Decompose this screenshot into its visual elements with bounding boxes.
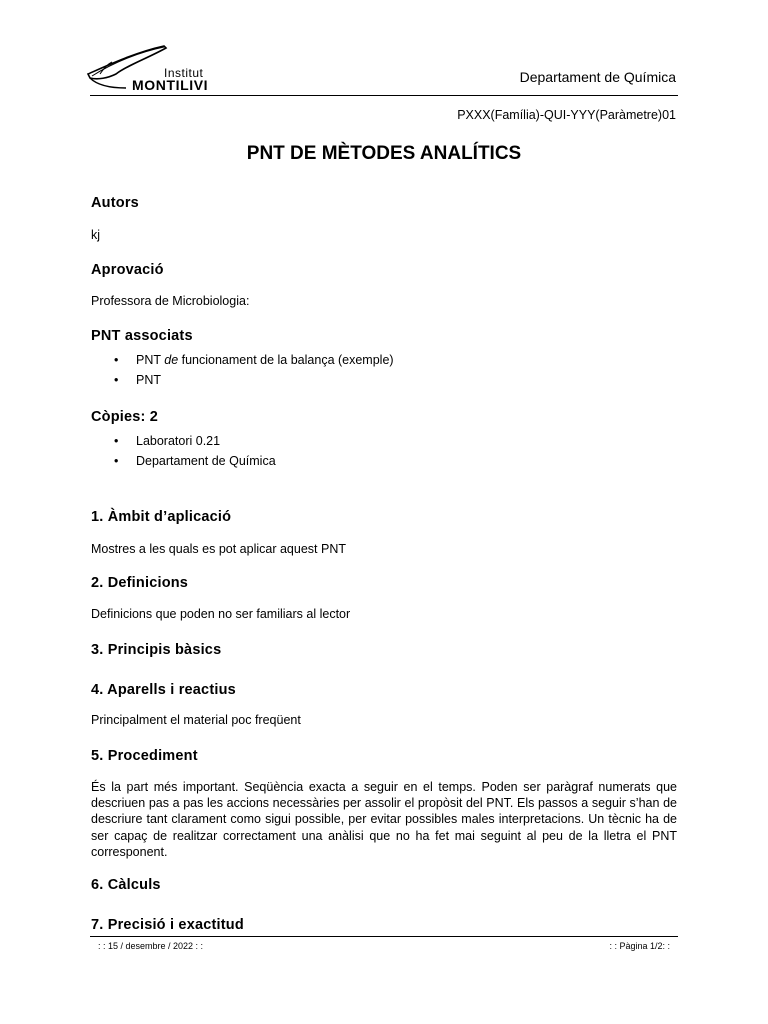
- list-item: [91, 431, 276, 451]
- document-code: PXXX(Família)-QUI-YYY(Paràmetre)01: [457, 108, 676, 122]
- bullet-icon: •: [114, 454, 119, 468]
- bullet-icon: •: [114, 353, 119, 367]
- department-label: Departament de Química: [519, 69, 676, 85]
- pnt-associats-heading: PNT associats: [91, 328, 193, 344]
- section-1-text: Mostres a les quals es pot aplicar aquest PNT: [91, 542, 346, 556]
- footer-date: : : 15 / desembre / 2022 : :: [98, 941, 204, 951]
- footer-page-number: : : Pàgina 1/2: :: [609, 941, 670, 951]
- list-item-text: Laboratori 0.21: [136, 434, 221, 448]
- pnt-associats-list: [91, 350, 394, 390]
- logo-institut-text: Institut: [164, 66, 204, 80]
- section-2-text: Definicions que poden no ser familiars al lector: [91, 607, 351, 621]
- section-5-heading: 5. Procediment: [91, 748, 198, 764]
- institut-logo: [86, 44, 226, 98]
- list-item: [91, 350, 394, 370]
- section-2-heading: 2. Definicions: [91, 575, 189, 591]
- list-item: [91, 370, 394, 390]
- list-item-emphasis: de: [164, 353, 179, 367]
- list-item-text: Departament de Química: [136, 454, 276, 468]
- page-title: PNT DE MÈTODES ANALÍTICS: [246, 143, 522, 164]
- section-1-heading: 1. Àmbit d’aplicació: [91, 509, 232, 525]
- copies-heading: Còpies: 2: [91, 409, 159, 425]
- bullet-icon: •: [114, 434, 119, 448]
- footer-divider: [90, 936, 678, 937]
- autors-text: kj: [91, 228, 101, 242]
- logo-montilivi-text: MONTILIVI: [132, 77, 209, 93]
- bullet-icon: •: [114, 373, 119, 387]
- section-4-text: Principalment el material poc freqüent: [91, 713, 301, 727]
- list-item-text: PNT: [136, 353, 165, 367]
- section-7-heading: 7. Precisió i exactitud: [91, 917, 244, 933]
- header-divider: [90, 95, 678, 96]
- list-item-text: funcionament de la balança (exemple): [178, 353, 394, 367]
- section-3-heading: 3. Principis bàsics: [91, 642, 222, 658]
- list-item: [91, 451, 276, 471]
- aprovacio-text: Professora de Microbiologia:: [91, 294, 250, 308]
- autors-heading: Autors: [91, 195, 139, 211]
- list-item-text: PNT: [136, 373, 161, 387]
- section-4-heading: 4. Aparells i reactius: [91, 682, 236, 698]
- section-5-text: És la part més important. Seqüència exacta a seguir en el temps. Poden ser paràgraf numerats que descriuen pas a pas les accions necessàries per assolir el propòsit del PNT. Els passos a seguir s’han de descriure tant clarament como sigui possible, per evitar possibles males interpretacions. Un tècnic ha de ser capaç de realitzar correctament una anàlisi que no ha fet mai seguint al peu de la lletra el PNT corresponent.: [91, 780, 677, 859]
- copies-list: [91, 431, 276, 471]
- aprovacio-heading: Aprovació: [91, 262, 164, 278]
- section-6-heading: 6. Càlculs: [91, 877, 161, 893]
